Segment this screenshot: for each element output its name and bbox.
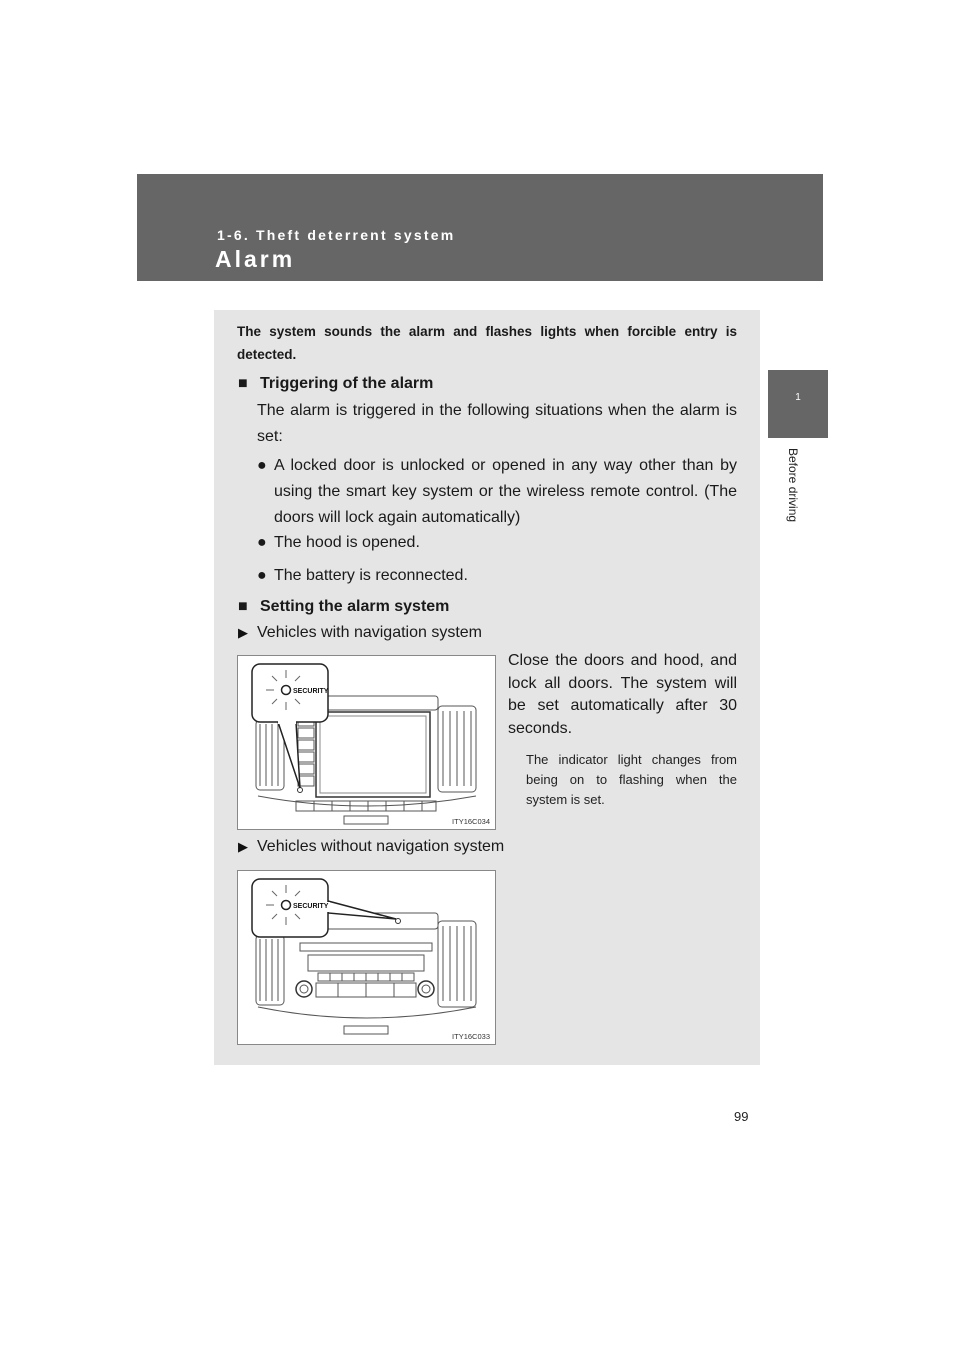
chapter-label: Before driving [786, 448, 800, 523]
dot-bullet-icon: ● [257, 457, 267, 474]
dot-bullet-icon: ● [257, 534, 267, 551]
section-label: 1-6. Theft deterrent system [217, 227, 456, 243]
dashboard-illustration-no-nav [238, 871, 495, 1044]
without-nav-heading [238, 838, 504, 856]
square-bullet-icon: ■ [238, 598, 248, 615]
dashboard-illustration-nav [238, 656, 495, 829]
figure-with-navigation [237, 655, 496, 830]
figure-without-navigation [237, 870, 496, 1045]
intro-text: The system sounds the alarm and flashes lights when forcible entry is detected. [237, 324, 737, 362]
callout-label: SECURITY [293, 903, 329, 910]
chapter-number: 1 [795, 392, 801, 403]
figure-id: ITY16C033 [452, 1032, 490, 1041]
list-item-text: A locked door is unlocked or opened in any way other than by using the smart key system or the wireless remote control. (The doors will lock again automatically) [274, 457, 737, 526]
setting-heading-text: Setting the alarm system [260, 598, 450, 615]
indicator-note: The indicator light changes from being on to flashing when the system is set. [526, 752, 737, 807]
without-nav-label: Vehicles without navigation system [257, 838, 505, 855]
with-nav-instruction [508, 650, 737, 740]
list-item-text: The hood is opened. [274, 534, 420, 551]
list-item [257, 563, 737, 589]
with-nav-heading [238, 624, 482, 642]
triggering-text: The alarm is triggered in the following situations when the alarm is set: [257, 402, 737, 445]
page-title: Alarm [215, 246, 296, 272]
list-item [257, 530, 737, 556]
header-band [137, 174, 823, 281]
triggering-heading-text: Triggering of the alarm [260, 375, 434, 392]
callout-label: SECURITY [293, 688, 329, 695]
figure-id: ITY16C034 [452, 817, 490, 826]
auto-set-text: The system will be set automatically after 30 seconds. [508, 674, 737, 737]
arrow-bullet-icon: ▶ [238, 839, 248, 854]
with-nav-label: Vehicles with navigation system [257, 624, 482, 641]
arrow-bullet-icon: ▶ [238, 625, 248, 640]
chapter-tab [768, 370, 828, 438]
triggering-heading [238, 375, 433, 393]
list-item [257, 453, 737, 531]
square-bullet-icon: ■ [238, 375, 248, 392]
setting-heading [238, 598, 449, 616]
list-item-text: The battery is reconnected. [274, 567, 468, 584]
dot-bullet-icon: ● [257, 567, 267, 584]
page-number: 99 [734, 1109, 749, 1124]
content-box [214, 310, 760, 1065]
instruction-text: Close the doors and hood, and lock all doors. [508, 652, 737, 692]
